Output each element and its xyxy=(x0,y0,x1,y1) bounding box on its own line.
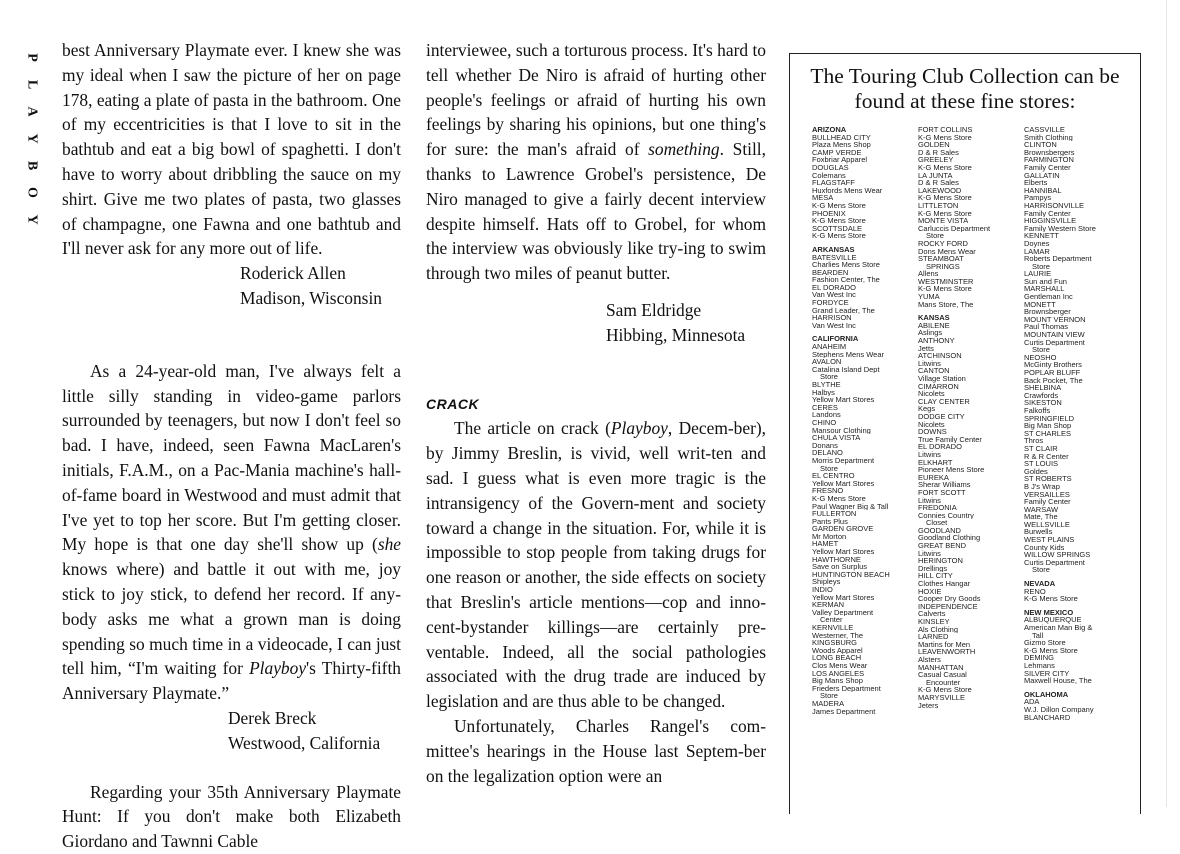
store-city: HANNIBAL xyxy=(1024,186,1062,195)
store-name: Nicolets xyxy=(918,420,945,429)
letter-signature-name: Roderick Allen xyxy=(240,263,346,284)
store-city: YUMA xyxy=(918,293,940,301)
store-city: EUREKA xyxy=(918,473,949,482)
store-name: Goldes xyxy=(1024,467,1048,476)
store-name: R & R Center xyxy=(1024,452,1069,461)
store-city: LEAVENWORTH xyxy=(918,648,976,656)
letters-column-left xyxy=(62,38,401,854)
store-city: ELKHART xyxy=(918,458,953,467)
store-city: EL CENTRO xyxy=(812,472,855,480)
letter-signature-place: Westwood, California xyxy=(228,732,381,753)
store-city: DOWNS xyxy=(918,428,947,436)
store-city: KINGSBURG xyxy=(812,639,858,647)
store-name: Grand Leader, The xyxy=(812,306,875,315)
store-city: LA JUNTA xyxy=(918,171,953,180)
store-city: BATESVILLE xyxy=(812,253,857,262)
store-name: Smith Clothing xyxy=(1024,133,1073,142)
store-name: James Department xyxy=(812,707,876,716)
store-city: CLINTON xyxy=(1024,141,1057,149)
store-name: W.J. Dillon Company xyxy=(1024,705,1094,714)
store-city: FORT SCOTT xyxy=(918,488,966,497)
store-name-continued: Store xyxy=(820,464,838,473)
store-name: Curtis Department xyxy=(1024,558,1085,567)
store-name-continued: Store xyxy=(1032,262,1050,271)
store-name: Pants Plus xyxy=(812,517,848,526)
store-name: B J's Wrap xyxy=(1024,482,1060,491)
store-name: County Kids xyxy=(1024,543,1065,552)
section-headline: CRACK xyxy=(426,395,480,412)
store-name: Plaza Mens Shop xyxy=(812,141,871,149)
store-name: Brownsberger xyxy=(1024,308,1071,316)
store-city: VERSAILLES xyxy=(1024,490,1070,499)
store-city: LOS ANGELES xyxy=(812,669,865,678)
store-name: Van West Inc xyxy=(812,291,856,300)
store-name: K-G Mens Store xyxy=(918,686,972,694)
store-city: ALBUQUERQUE xyxy=(1024,616,1082,624)
store-name: Roberts Department xyxy=(1024,255,1092,263)
letter-body: As a 24-year-old man, I've always felt a little silly standing in video-game parlors surrounded by teenagers, but now I don't feel so bad. I have, indeed, seen Fawna MacLaren's initials, F.A.M., on a Pac-Mania machine's hall-of-fame board in Westwood and must admit that I've yet to top her score. But I'm getting closer. My hope is that one day she'll show up (she knows where) and battle it out with me, joy stick to joy stick, to defend her record. If any-body asks me what a grown man is doing spending so much time in a videocade, I can just tell him, “I'm waiting for Playboy's Thirty-fifth Anniversary Playmate.” xyxy=(62,360,401,704)
store-city: MANHATTAN xyxy=(918,663,964,672)
store-name-continued: Store xyxy=(926,232,944,240)
store-name-continued: Store xyxy=(1032,566,1050,575)
store-name: Litwins xyxy=(918,359,941,368)
store-name: Landons xyxy=(812,411,841,419)
letters-column-middle xyxy=(426,38,766,788)
store-name: K-G Mens Store xyxy=(918,163,972,172)
store-name: Donans xyxy=(812,441,838,450)
store-city: BLANCHARD xyxy=(1024,713,1071,722)
store-name: Aslings xyxy=(918,329,943,338)
store-city: LAURIE xyxy=(1024,270,1052,278)
spine-letter: P xyxy=(24,53,40,62)
store-city: FULLERTON xyxy=(812,510,857,518)
store-city: MOUNT VERNON xyxy=(1024,315,1086,324)
store-city: ADA xyxy=(1024,698,1040,706)
store-city: MADERA xyxy=(812,699,845,708)
magazine-spine xyxy=(20,44,44,233)
store-city: MESA xyxy=(812,194,834,202)
store-name: Woods Apparel xyxy=(812,646,863,655)
store-name: Yellow Mart Stores xyxy=(812,396,875,404)
store-city: GREAT BEND xyxy=(918,542,967,550)
store-name: Drellings xyxy=(918,564,948,573)
store-city: LITTLETON xyxy=(918,201,959,210)
store-city: WILLOW SPRINGS xyxy=(1024,551,1091,559)
store-city: ST LOUIS xyxy=(1024,460,1059,468)
store-name: Foxbriar Apparel xyxy=(812,156,868,164)
store-name: Village Station xyxy=(918,375,966,383)
store-city: SPRINGFIELD xyxy=(1024,414,1075,423)
store-city: SIKESTON xyxy=(1024,399,1062,407)
store-city: CANTON xyxy=(918,367,950,375)
store-city: GALLATIN xyxy=(1024,171,1060,180)
store-name: Calverts xyxy=(918,610,946,618)
store-name-continued: Encounter xyxy=(926,678,961,687)
store-city: NEOSHO xyxy=(1024,353,1057,362)
store-city: SILVER CITY xyxy=(1024,669,1070,678)
letter-body: best Anniversary Playmate ever. I knew she was my ideal when I saw the picture of her on page 178, eating a plate of pasta in the bathroom. One of my eccentricities is that I love to sit in the bathtub and eat a big bowl of spaghetti. I don't have to worry about dribbling the sauce on my shirt. Give me two plates of pasta, two glasses of champagne, one Fawna and one bathtub and I'll never ask for any more out of life. xyxy=(62,40,401,259)
store-city: WEST PLAINS xyxy=(1024,536,1075,544)
letter-signature-name: Derek Breck xyxy=(228,707,317,728)
store-name: Yellow Mart Stores xyxy=(812,593,875,602)
store-city: INDEPENDENCE xyxy=(918,602,978,611)
store-name: Maxwell House, The xyxy=(1024,677,1092,685)
store-city: HIGGINSVILLE xyxy=(1024,217,1077,225)
store-city: ANTHONY xyxy=(918,337,955,345)
store-name: K-G Mens Store xyxy=(1024,595,1078,603)
store-name: Mr Morton xyxy=(812,532,847,541)
store-city: KENNETT xyxy=(1024,232,1060,240)
store-name: Doynes xyxy=(1024,239,1050,248)
store-name: K-G Mens Store xyxy=(918,209,972,218)
store-name: Curtis Department xyxy=(1024,338,1085,347)
store-city: EL DORADO xyxy=(812,283,856,292)
store-city: CASSVILLE xyxy=(1024,126,1065,134)
store-city: FARMINGTON xyxy=(1024,156,1074,164)
store-name: Family Western Store xyxy=(1024,224,1096,233)
store-name: Paul Wagner Big & Tall xyxy=(812,502,889,511)
store-list-column xyxy=(1024,126,1130,721)
store-name: Van West Inc xyxy=(812,321,856,330)
store-city: CLAY CENTER xyxy=(918,397,970,406)
store-name-continued: Center xyxy=(820,616,843,624)
store-city: AVALON xyxy=(812,358,842,366)
store-name: Cooper Dry Goods xyxy=(918,595,981,603)
store-city: ROCKY FORD xyxy=(918,239,968,248)
store-name: Clos Mens Wear xyxy=(812,661,868,670)
store-name: Yellow Mart Stores xyxy=(812,548,875,556)
store-city: DODGE CITY xyxy=(918,412,965,421)
store-city: LONG BEACH xyxy=(812,654,862,662)
store-name: K-G Mens Store xyxy=(918,285,972,294)
store-name: Pioneer Mens Store xyxy=(918,466,985,474)
store-name: Goodland Clothing xyxy=(918,534,981,543)
store-city: KERMAN xyxy=(812,601,845,609)
store-city: POPLAR BLUFF xyxy=(1024,369,1081,377)
store-name: Charlies Mens Store xyxy=(812,261,880,269)
store-city: WARSAW xyxy=(1024,505,1059,514)
letter-body: The article on crack (Playboy, Decem-ber), by Jimmy Breslin, is vivid, well writ-ten and sad. I guess what is even more tragic is the intransigency of the Govern-ment and society toward a change in the situation. For, while it is impossible to stop people from taking drugs for one reason or another, the side effects on society that Breslin's article mentions—cop and inno-cent-bystander killings—are certainly pre-ventable. Indeed, all the social pathologies associated with the drug trade are induced by legislation and are thus able to be changed. xyxy=(426,418,766,712)
store-name: Litwins xyxy=(918,549,941,558)
store-name: Family Center xyxy=(1024,163,1071,172)
store-name: True Family Center xyxy=(918,435,982,444)
store-city: BEARDEN xyxy=(812,268,849,277)
store-name: Gentleman Inc xyxy=(1024,293,1073,301)
store-city: INDIO xyxy=(812,586,833,594)
store-state: NEW MEXICO xyxy=(1024,608,1074,617)
store-name: Mansour Clothing xyxy=(812,426,871,435)
letter-body: Regarding your 35th Anniversary Playmate Hunt: If you don't make both Elizabeth Giordano and Tawnni Cable xyxy=(62,781,401,852)
store-name: Paul Thomas xyxy=(1024,323,1069,332)
store-name: Litwins xyxy=(918,450,941,459)
store-name: Fashion Center, The xyxy=(812,276,880,284)
store-name: K-G Mens Store xyxy=(812,494,866,503)
store-city: GREELEY xyxy=(918,156,954,164)
store-name: Sun and Fun xyxy=(1024,277,1067,286)
store-name: Sherar Williams xyxy=(918,481,971,489)
store-city: HAWTHORNE xyxy=(812,555,861,564)
store-state: ARKANSAS xyxy=(812,245,855,254)
store-name: Family Center xyxy=(1024,498,1071,506)
store-city: LAKEWOOD xyxy=(918,186,962,195)
letter-body: interviewee, such a torturous process. It's hard to tell whether De Niro is afraid of hurting other people's feelings or afraid of hurting his own feelings by sharing his opinions, but one thing's for sure: the man's afraid of something. Still, thanks to Lawrence Grobel's persistence, De Niro managed to give a fairly decent interview despite himself. Hats off to Grobel, for whom the interview was obviously like try-ing to swim through two miles of peanut butter. xyxy=(426,40,766,284)
store-city: DEMING xyxy=(1024,654,1054,662)
store-city: BULLHEAD CITY xyxy=(812,133,871,142)
store-name: Mans Store, The xyxy=(918,300,974,309)
store-city: ST CLAIR xyxy=(1024,444,1058,453)
store-name: Nicolets xyxy=(918,390,945,398)
store-city: PHOENIX xyxy=(812,209,846,218)
store-name: Jetts xyxy=(918,344,934,353)
store-name: Burwells xyxy=(1024,528,1053,537)
store-city: HUNTINGTON BEACH xyxy=(812,570,890,579)
store-city: LARNED xyxy=(918,633,949,641)
store-name: Save on Surplus xyxy=(812,563,868,571)
store-city: CERES xyxy=(812,403,838,412)
store-city: HILL CITY xyxy=(918,572,953,581)
store-city: CHINO xyxy=(812,418,837,427)
store-city: BLYTHE xyxy=(812,381,841,389)
store-city: CIMARRON xyxy=(918,382,959,391)
spine-letter: L xyxy=(24,79,40,90)
store-list-column xyxy=(918,126,1024,709)
letter-signature-place: Madison, Wisconsin xyxy=(240,287,382,308)
store-city: SCOTTSDALE xyxy=(812,224,863,233)
store-city: MOUNTAIN VIEW xyxy=(1024,331,1085,339)
page-edge-divider xyxy=(1166,0,1167,807)
spine-letter: O xyxy=(24,187,40,198)
spine-letter: A xyxy=(24,106,40,117)
store-name: Catalina Island Dept xyxy=(812,365,880,374)
store-name: Martins for Men xyxy=(918,640,971,649)
store-name-continued: Store xyxy=(1032,346,1050,354)
store-state: OKLAHOMA xyxy=(1024,690,1069,699)
store-name: Colemans xyxy=(812,171,846,180)
store-name: Crawfords xyxy=(1024,391,1059,400)
store-name: Family Center xyxy=(1024,209,1071,218)
spine-letter: B xyxy=(24,160,40,171)
store-name: K-G Mens Store xyxy=(918,133,972,142)
store-city: FREDONIA xyxy=(918,504,957,512)
store-city: CHULA VISTA xyxy=(812,434,861,442)
store-city: ST CHARLES xyxy=(1024,429,1071,438)
store-city: GOLDEN xyxy=(918,141,950,149)
store-city: FORDYCE xyxy=(812,299,849,307)
store-city: KERNVILLE xyxy=(812,624,854,632)
store-name: Alsters xyxy=(918,655,941,664)
store-city: LAMAR xyxy=(1024,247,1050,256)
store-city: KINSLEY xyxy=(918,618,950,626)
store-city: MONTE VISTA xyxy=(918,217,969,225)
store-city: RENO xyxy=(1024,587,1046,596)
store-state: CALIFORNIA xyxy=(812,335,859,344)
store-city: ST ROBERTS xyxy=(1024,475,1072,483)
ad-title: The Touring Club Collection can be found at these fine stores: xyxy=(810,64,1120,113)
store-name: McGinty Brothers xyxy=(1024,361,1082,369)
store-name: Thros xyxy=(1024,437,1044,445)
store-name: Mate, The xyxy=(1024,513,1058,521)
letter-body: Unfortunately, Charles Rangel's com-mittee's hearings in the House last Septem-ber on the legalization option were an xyxy=(426,715,766,786)
store-city: ANAHEIM xyxy=(812,343,847,351)
store-list-column xyxy=(812,126,918,715)
store-name: Pampys xyxy=(1024,194,1052,202)
store-name: Shipleys xyxy=(812,578,841,587)
store-state: NEVADA xyxy=(1024,580,1056,588)
store-city: WESTMINSTER xyxy=(918,277,974,286)
store-city: MARYSVILLE xyxy=(918,693,965,702)
store-name: Dons Mens Wear xyxy=(918,247,976,256)
store-city: GARDEN GROVE xyxy=(812,525,874,533)
store-name: Carluccis Department xyxy=(918,224,991,233)
store-city: ABILENE xyxy=(918,321,950,330)
store-name: K-G Mens Store xyxy=(918,194,972,202)
store-name: K-G Mens Store xyxy=(812,217,866,225)
store-name-continued: Tall xyxy=(1032,631,1044,640)
store-name: D & R Sales xyxy=(918,148,959,157)
store-name: Kegs xyxy=(918,405,936,413)
store-name-continued: Closet xyxy=(926,519,948,527)
store-city: SHELBINA xyxy=(1024,384,1062,392)
store-name: D & R Sales xyxy=(918,179,959,187)
store-name: Brownsbergers xyxy=(1024,148,1075,157)
store-name: Clothes Hangar xyxy=(918,580,971,588)
store-name: Casual Casual xyxy=(918,671,967,679)
spine-letter: Y xyxy=(24,133,40,144)
store-name: Connies Country xyxy=(918,511,974,520)
store-name: Frieders Department xyxy=(812,684,881,693)
store-name: Als Clothing xyxy=(918,625,959,634)
store-city: MONETT xyxy=(1024,300,1056,309)
store-city: CAMP VERDE xyxy=(812,148,862,157)
store-name: Huxfords Mens Wear xyxy=(812,186,883,195)
store-name: Lehmans xyxy=(1024,661,1055,670)
spine-letter: Y xyxy=(24,214,40,225)
store-name: K-G Mens Store xyxy=(812,201,866,210)
store-city: ATCHINSON xyxy=(918,352,962,360)
letter-signature-place: Hibbing, Minnesota xyxy=(606,324,746,345)
letter-signature-name: Sam Eldridge xyxy=(606,299,702,320)
store-city: HAMET xyxy=(812,540,839,549)
store-city: DOUGLAS xyxy=(812,163,849,172)
store-name: Falkoffs xyxy=(1024,406,1051,415)
store-listing-ad xyxy=(789,53,1141,814)
store-city: FRESNO xyxy=(812,487,844,495)
store-name: American Man Big & xyxy=(1024,624,1093,632)
store-city: WELLSVILLE xyxy=(1024,520,1070,529)
store-name: Litwins xyxy=(918,496,941,505)
store-name: Morris Department xyxy=(812,456,875,465)
store-name: Back Pocket, The xyxy=(1024,376,1083,385)
store-city: HERINGTON xyxy=(918,557,963,565)
store-city: HARRISONVILLE xyxy=(1024,201,1085,210)
store-name: Yellow Mart Stores xyxy=(812,479,875,488)
store-name: Elberts xyxy=(1024,179,1048,187)
store-name: Allens xyxy=(918,270,939,278)
store-name: Halbys xyxy=(812,388,835,397)
store-name: Big Man Shop xyxy=(1024,422,1072,430)
store-city: HOXIE xyxy=(918,587,942,596)
store-state: ARIZONA xyxy=(812,126,847,134)
store-city: FLAGSTAFF xyxy=(812,179,855,187)
store-name-continued: Store xyxy=(820,692,838,700)
store-city: FORT COLLINS xyxy=(918,126,973,134)
store-name: Westerner, The xyxy=(812,631,863,640)
store-name-continued: Store xyxy=(820,373,838,381)
store-name-continued: SPRINGS xyxy=(926,262,960,271)
store-state: KANSAS xyxy=(918,314,950,322)
store-name: Stephens Mens Wear xyxy=(812,350,884,359)
store-city: DELANO xyxy=(812,449,843,457)
store-name: Valley Department xyxy=(812,608,874,617)
store-city: HARRISON xyxy=(812,314,852,322)
store-city: EL DORADO xyxy=(918,443,962,451)
store-name: K-G Mens Store xyxy=(1024,646,1078,655)
store-city: GOODLAND xyxy=(918,526,961,535)
store-name: Gizmo Store xyxy=(1024,639,1066,647)
store-city: MARSHALL xyxy=(1024,285,1065,294)
store-city: STEAMBOAT xyxy=(918,255,964,263)
store-name: Big Mans Shop xyxy=(812,677,863,685)
store-name: Jeters xyxy=(918,701,939,710)
store-name: K-G Mens Store xyxy=(812,232,866,240)
